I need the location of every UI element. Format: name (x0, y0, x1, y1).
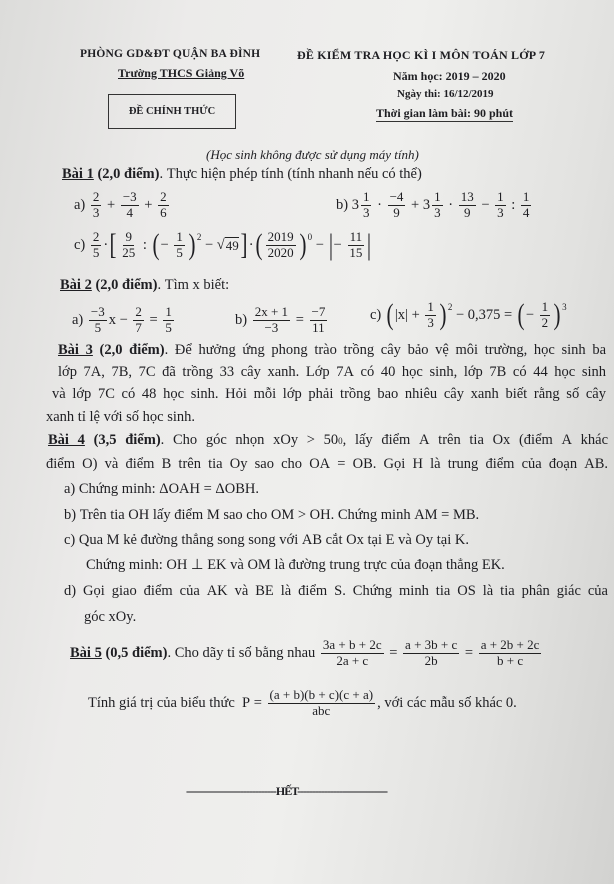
text-run: − (160, 236, 173, 253)
text-run: · (373, 196, 386, 213)
text-run: = (385, 644, 402, 661)
bracket: ( (152, 228, 160, 262)
text-run: = (292, 311, 308, 328)
fraction (91, 230, 102, 261)
numerator: −4 (389, 189, 404, 204)
bracket: ) (188, 228, 196, 262)
fraction (174, 230, 185, 261)
text-run: (2,0 điểm) (91, 277, 158, 293)
numerator: 2 (92, 189, 100, 204)
fraction (361, 190, 372, 221)
question-5 (70, 638, 543, 669)
denominator: 2 (541, 314, 549, 330)
text-run: − 0,375 = (452, 306, 516, 323)
denominator: 2b (424, 652, 438, 668)
text-run: b) Trên tia OH lấy điểm M sao cho OM > OH. Chứng minh AM = MB. (64, 507, 480, 523)
text-run: xanh tỉ lệ với số học sinh. (46, 409, 196, 425)
text-run: a) (72, 311, 87, 328)
text-run: · (248, 236, 254, 253)
question-4b (64, 507, 479, 524)
text-run: . Để hưởng ứng phong trào trồng cây bảo vệ môi trường, học sinh ba (164, 342, 607, 358)
denominator: 3 (92, 204, 100, 220)
numerator: a + 3b + c (405, 637, 458, 652)
numerator: a + 2b + 2c (480, 637, 540, 652)
exam-date: Ngày thi: 16/12/2019 (397, 88, 494, 100)
text-run: a) (74, 196, 89, 213)
question-2a (72, 305, 176, 336)
text-run: b) (336, 196, 352, 213)
text-run: Bài 3 (58, 342, 93, 358)
fraction (521, 190, 532, 221)
text-run: c) Qua M kẻ đường thẳng song song với AB cắt Ox tại E và Oy tại K. (64, 532, 469, 548)
radicand: 49 (225, 237, 239, 253)
text-run: c) (74, 236, 89, 253)
bracket: ( (386, 298, 394, 332)
text-run: a) Chứng minh: ΔOAH = ΔOBH. (64, 481, 259, 497)
numerator: −3 (122, 189, 137, 204)
question-3-line-2 (58, 364, 606, 381)
bracket: ) (299, 228, 307, 262)
exponent: 0 (338, 436, 343, 446)
text-run: , với các mẫu số khác 0. (377, 694, 517, 711)
numerator: −7 (311, 304, 326, 319)
numerator: −3 (90, 304, 105, 319)
text-run: : (507, 196, 519, 213)
fraction (163, 305, 174, 336)
calculator-note: (Học sinh không được sử dụng máy tính) (206, 147, 419, 162)
denominator: 5 (94, 319, 102, 335)
question-1c (74, 230, 372, 261)
text-run: · (103, 236, 109, 253)
bracket: ] (240, 228, 248, 262)
text-run: − (201, 236, 217, 253)
fraction (266, 230, 296, 261)
bracket: ) (439, 298, 447, 332)
text-run: c) (370, 306, 385, 323)
numerator: 1 (165, 304, 172, 319)
text-run: và lớp 7C có 48 học sinh. Hỏi mỗi lớp phải trồng bao nhiêu cây xanh biết rằng số cây (52, 386, 606, 402)
fraction (253, 305, 290, 336)
question-1-heading (62, 166, 422, 183)
denominator: 5 (165, 319, 172, 335)
text-run: Bài 2 (60, 277, 92, 293)
school-year: Năm học: 2019 – 2020 (393, 69, 506, 83)
text-run: Bài 5 (70, 644, 102, 661)
fraction (425, 300, 436, 331)
end-marker: ------------------------------HẾT------------------------------ (186, 784, 388, 798)
bracket: ) (553, 298, 561, 332)
fraction (121, 190, 139, 221)
denominator: 7 (135, 319, 142, 335)
numerator: 1 (497, 189, 504, 204)
numerator: 2 (92, 229, 100, 244)
exponent: 2 (196, 232, 202, 242)
fraction (268, 688, 376, 719)
official-label: ĐỀ CHÍNH THỨC (128, 106, 216, 117)
text-run: Bài 4 (48, 432, 85, 448)
question-4c-proof (86, 557, 505, 574)
text-run: . Cho góc nhọn xOy > 50 (160, 432, 339, 448)
bracket: [ (109, 228, 117, 262)
question-4d (64, 583, 608, 600)
text-run: góc xOy. (84, 609, 137, 625)
question-2-heading (60, 277, 229, 294)
text-run: + (103, 196, 119, 213)
numerator: 13 (460, 189, 474, 204)
text-run: · (444, 196, 457, 213)
denominator: 4 (126, 204, 133, 220)
text-run: Chứng minh: OH ⊥ EK và OM là đường trung trực của đoạn thẳng EK. (86, 557, 505, 573)
text-run: (3,5 điểm) (84, 432, 161, 448)
numerator: 2 (160, 189, 167, 204)
exponent: 3 (562, 302, 567, 312)
denominator: 5 (176, 244, 183, 260)
question-3-line-4 (46, 409, 195, 426)
fraction (479, 638, 542, 669)
question-4a (64, 481, 259, 498)
denominator: 9 (463, 204, 471, 220)
text-run: + (407, 196, 423, 213)
denominator: 3 (434, 204, 441, 220)
denominator: 3 (362, 204, 370, 220)
text-run: = (145, 311, 162, 328)
text-run: (2,0 điểm) (92, 342, 165, 358)
fraction (158, 190, 169, 221)
fraction (403, 638, 459, 669)
denominator: 11 (312, 319, 325, 335)
question-1b (336, 190, 533, 221)
numerator: 1 (362, 189, 370, 204)
school-name: Trường THCS Giảng Võ (118, 66, 245, 80)
radical-sign: √ (216, 236, 225, 253)
text-run: b) (235, 311, 251, 328)
fraction (347, 230, 364, 261)
numerator: 11 (349, 229, 363, 244)
denominator: 15 (349, 244, 363, 260)
denominator: abc (312, 702, 331, 718)
text-run: x − (108, 311, 132, 328)
numerator: 1 (434, 189, 441, 204)
exam-duration: Thời gian làm bài: 90 phút (376, 106, 514, 120)
question-5-expression (88, 688, 517, 719)
text-run: . Cho dãy tỉ số bằng nhau (167, 644, 319, 661)
department-name: PHÒNG GD&ĐT QUẬN BA ĐÌNH (80, 48, 261, 60)
text-run: |x| + (394, 306, 424, 323)
mixed-number (352, 190, 374, 221)
mixed-number (423, 190, 445, 221)
fraction (89, 305, 107, 336)
text-run: − (477, 196, 494, 213)
question-4-line-1 (48, 432, 608, 449)
text-run: + (140, 196, 157, 213)
square-root (217, 237, 239, 254)
exam-title: ĐỀ KIỂM TRA HỌC KÌ I MÔN TOÁN LỚP 7 (297, 48, 546, 62)
text-run: = (461, 644, 477, 661)
bracket: ( (517, 298, 525, 332)
text-run: . Tìm x biết: (157, 277, 230, 293)
numerator: 2019 (267, 229, 294, 244)
numerator: 2x + 1 (254, 304, 289, 319)
bracket: ( (255, 228, 263, 262)
denominator: 6 (160, 204, 167, 220)
numerator: 1 (522, 189, 530, 204)
denominator: 2a + c (336, 652, 369, 668)
denominator: 9 (393, 204, 400, 220)
numerator: 1 (427, 299, 434, 314)
text-run: − (312, 236, 328, 253)
denominator: 5 (92, 244, 100, 260)
fraction (133, 305, 144, 336)
text-run: (0,5 điểm) (101, 644, 168, 661)
denominator: b + c (496, 652, 524, 668)
text-run: (2,0 điểm) (93, 166, 160, 182)
whole-part: 3 (422, 196, 431, 213)
fraction (459, 190, 476, 221)
numerator: 1 (176, 229, 183, 244)
fraction (388, 190, 406, 221)
fraction (310, 305, 328, 336)
text-run: Bài 1 (62, 166, 94, 182)
denominator: 2020 (267, 244, 294, 260)
whole-part: 3 (351, 196, 359, 213)
fraction (91, 190, 102, 221)
text-run: , lấy điểm A trên tia Ox (điểm A khác (342, 432, 609, 448)
text-run: : (139, 236, 151, 253)
denominator: 3 (427, 314, 434, 330)
question-4d-cont (84, 609, 136, 626)
question-4c (64, 532, 469, 549)
numerator: 3a + b + 2c (322, 637, 382, 652)
question-3-line-3 (52, 386, 606, 403)
text-run: điểm O) và điểm B trên tia Oy sao cho OA = OB. Gọi H là trung điểm của đoạn AB. (46, 456, 608, 472)
fraction (495, 190, 506, 221)
question-1a (74, 190, 171, 221)
denominator: 25 (122, 244, 136, 260)
denominator: 3 (497, 204, 504, 220)
bracket: | (328, 228, 333, 262)
text-run: Tính giá trị của biểu thức P = (88, 694, 266, 711)
fraction (540, 300, 551, 331)
question-2b (235, 305, 329, 336)
text-run: d) Gọi giao điểm của AK và BE là điểm S. Chứng minh tia OS là tia phân giác của (64, 583, 608, 599)
exponent: 2 (447, 302, 453, 312)
text-run: lớp 7A, 7B, 7C đã trồng 33 cây xanh. Lớp 7A có 40 học sinh, lớp 7B có 44 học sinh (58, 364, 606, 380)
fraction (432, 190, 443, 221)
question-2c (370, 300, 567, 331)
numerator: 1 (541, 299, 549, 314)
official-exam-box (108, 94, 236, 129)
numerator: 9 (125, 229, 132, 244)
denominator: −3 (264, 319, 279, 335)
text-run: − (525, 306, 538, 323)
bracket: | (367, 228, 372, 262)
exponent: 0 (307, 232, 313, 242)
question-4-line-2 (46, 456, 608, 473)
text-run: . Thực hiện phép tính (tính nhanh nếu có thể) (159, 166, 422, 182)
fraction (120, 230, 137, 261)
numerator: 2 (135, 304, 142, 319)
question-3-line-1 (58, 342, 606, 359)
text-run: − (333, 236, 346, 253)
fraction (321, 638, 384, 669)
denominator: 4 (522, 204, 530, 220)
numerator: (a + b)(b + c)(c + a) (269, 687, 374, 702)
